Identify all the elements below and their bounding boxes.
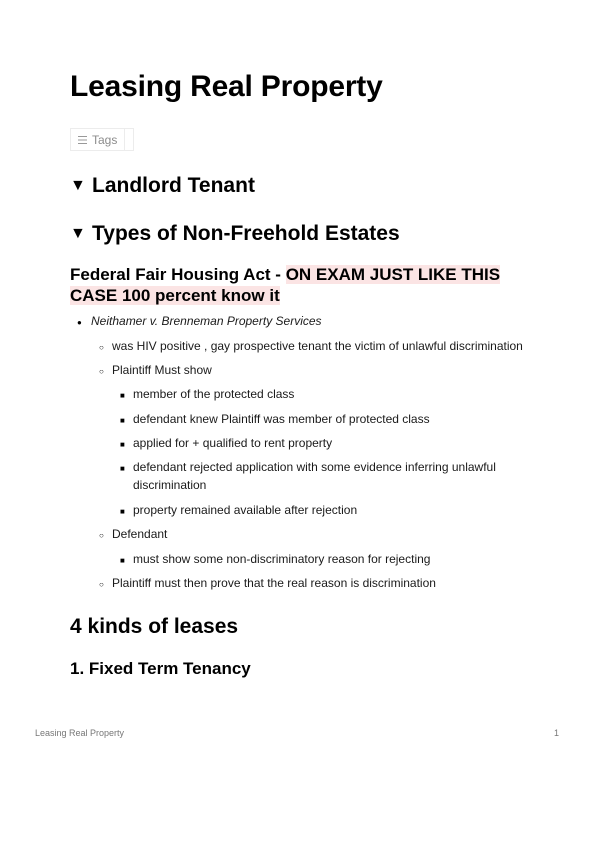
toggle-heading-text: Landlord Tenant bbox=[92, 174, 255, 197]
tags-divider bbox=[124, 129, 125, 150]
list-item-element: defendant knew Plaintiff was member of protected class bbox=[133, 412, 430, 426]
footer-page-number: 1 bbox=[554, 728, 560, 738]
heading-kinds-of-leases: 4 kinds of leases bbox=[70, 615, 239, 638]
list-item-question: was HIV positive , gay prospective tenant the victim of unlawful discrimination bbox=[112, 339, 523, 353]
toggle-triangle-icon[interactable]: ▼ bbox=[70, 225, 86, 242]
section-heading-highlight: ON EXAM JUST LIKE THIS CASE 100 percent know it bbox=[70, 265, 501, 305]
bullet-square-icon: ■ bbox=[120, 416, 125, 425]
list-item-element: member of the protected class bbox=[133, 387, 295, 401]
list-item-element: applied for + qualified to rent property bbox=[133, 436, 333, 450]
bullet-square-icon: ■ bbox=[120, 391, 125, 400]
toggle-non-freehold-estates[interactable] bbox=[70, 222, 400, 246]
list-item-defendant: Defendant bbox=[112, 527, 168, 541]
footer-title: Leasing Real Property bbox=[35, 728, 125, 738]
bullet-circle-icon: ○ bbox=[99, 531, 104, 540]
bullet-square-icon: ■ bbox=[120, 440, 125, 449]
list-item-plaintiff-then: Plaintiff must then prove that the real reason is discrimination bbox=[112, 576, 436, 590]
section-heading-fair-housing bbox=[70, 264, 520, 306]
bullet-circle-icon: ○ bbox=[99, 367, 104, 376]
list-item-case: Neithamer v. Brenneman Property Services bbox=[91, 314, 322, 328]
bullet-circle-icon: ○ bbox=[99, 343, 104, 352]
page-title: Leasing Real Property bbox=[70, 70, 383, 103]
bullet-square-icon: ■ bbox=[120, 556, 125, 565]
tags-label: Tags bbox=[92, 132, 118, 147]
list-item-element: property remained available after rejection bbox=[133, 503, 358, 517]
heading-fixed-term-tenancy: 1. Fixed Term Tenancy bbox=[70, 659, 251, 678]
tags-property[interactable] bbox=[70, 128, 134, 151]
list-item-element: defendant rejected application with some evidence inferring unlawful bbox=[133, 460, 496, 474]
list-item-defendant-point: must show some non-discriminatory reason for rejecting bbox=[133, 552, 431, 566]
toggle-triangle-icon[interactable]: ▼ bbox=[70, 177, 86, 194]
bullet-square-icon: ■ bbox=[120, 464, 125, 473]
bullet-disc-icon: ● bbox=[77, 318, 82, 327]
toggle-heading-text: Types of Non-Freehold Estates bbox=[92, 222, 400, 245]
toggle-landlord-tenant[interactable] bbox=[70, 174, 255, 198]
list-item-element-continued: discrimination bbox=[133, 478, 207, 492]
list-icon bbox=[78, 136, 87, 144]
bullet-circle-icon: ○ bbox=[99, 580, 104, 589]
list-item-plaintiff-must-show: Plaintiff Must show bbox=[112, 363, 212, 377]
bullet-square-icon: ■ bbox=[120, 507, 125, 516]
section-heading-plain: Federal Fair Housing Act - bbox=[70, 265, 286, 284]
